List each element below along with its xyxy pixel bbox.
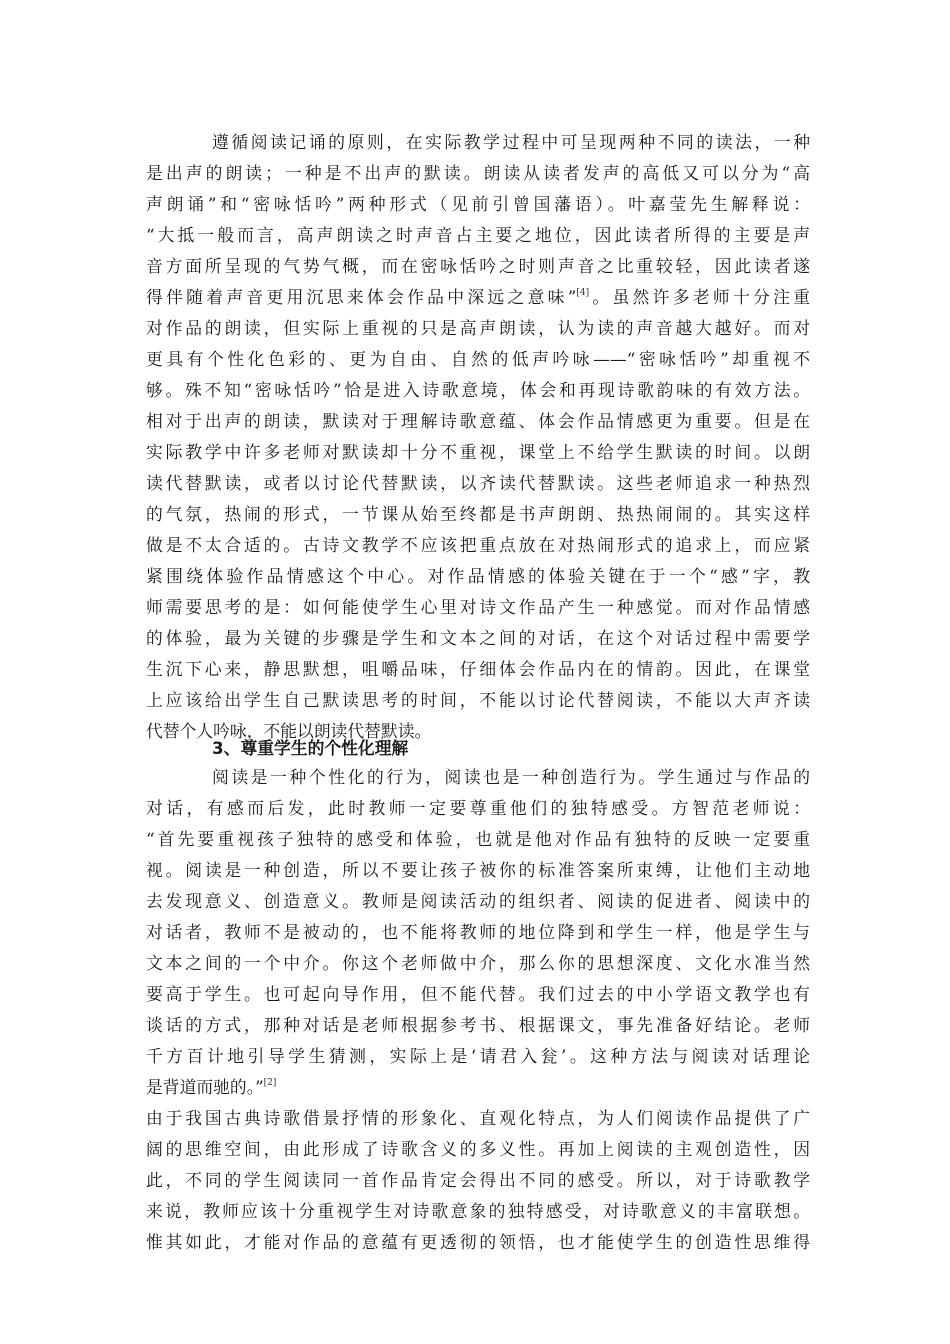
text-line: 阔的思维空间，由此形成了诗歌含义的多义性。再加上阅读的主观创造性，因 <box>146 1139 810 1159</box>
text-line: 代替个人吟咏，不能以朗读代替默读。 <box>146 721 432 741</box>
text-line-with-citation <box>146 282 810 313</box>
text-line: 更具有个性化色彩的、更为自由、自然的低声吟咏——“密咏恬吟”却重视不 <box>146 349 810 369</box>
text-line: “大抵一般而言，高声朗读之时声音占主要之地位，因此读者所得的主要是声 <box>146 225 810 245</box>
text-line: 的体验，最为关键的步骤是学生和文本之间的对话，在这个对话过程中需要学 <box>146 628 810 648</box>
text-line: 是出声的朗读；一种是不出声的默读。朗读从读者发声的高低又可以分为“高 <box>146 163 810 183</box>
text-line: 来说，教师应该十分重视学生对诗歌意象的独特感受，对诗歌意义的丰富联想。 <box>146 1201 810 1221</box>
text-line: 对话，有感而后发，此时教师一定要尊重他们的独特感受。方智范老师说： <box>146 798 810 818</box>
text-line: 惟其如此，才能对作品的意蕴有更透彻的领悟，也才能使学生的创造性思维得 <box>146 1232 810 1252</box>
text-segment: 。虽然许多老师十分注重 <box>589 287 810 307</box>
text-line: 要高于学生。也可起向导作用，但不能代替。我们过去的中小学语文教学也有 <box>146 984 810 1004</box>
text-line: 实际教学中许多老师对默读却十分不重视，课堂上不给学生默读的时间。以朗 <box>146 442 810 462</box>
text-line: 的气氛，热闹的形式，一节课从始至终都是书声朗朗、热热闹闹的。其实这样 <box>146 504 810 524</box>
paragraph-individual-understanding <box>146 762 810 1103</box>
text-line: 对作品的朗读，但实际上重视的只是高声朗读，认为读的声音越大越好。而对 <box>146 318 810 338</box>
text-line: 生沉下心来，静思默想，咀嚼品味，仔细体会作品内在的情韵。因此，在课堂 <box>146 659 810 679</box>
text-line: 遵循阅读记诵的原则，在实际教学过程中可呈现两种不同的读法，一种 <box>212 132 810 152</box>
text-line: 阅读是一种个性化的行为，阅读也是一种创造行为。学生通过与作品的 <box>212 767 810 787</box>
text-line: 师需要思考的是：如何能使学生心里对诗文作品产生一种感觉。而对作品情感 <box>146 597 810 617</box>
text-line: 谈话的方式，那种对话是老师根据参考书、根据课文，事先准备好结论。老师 <box>146 1015 810 1035</box>
text-line: 由于我国古典诗歌借景抒情的形象化、直观化特点，为人们阅读作品提供了广 <box>146 1108 810 1128</box>
text-line-with-citation <box>146 1072 810 1103</box>
text-line: 够。殊不知“密咏恬吟”恰是进入诗歌意境，体会和再现诗歌韵味的有效方法。 <box>146 380 810 400</box>
text-line: 文本之间的一个中介。你这个老师做中介，那么你的思想深度、文化水准当然 <box>146 953 810 973</box>
text-line: 做是不太合适的。古诗文教学不应该把重点放在对热闹形式的追求上，而应紧 <box>146 535 810 555</box>
text-line: 对话者，教师不是被动的，也不能将教师的地位降到和学生一样，他是学生与 <box>146 922 810 942</box>
text-line: 上应该给出学生自己默读思考的时间，不能以讨论代替阅读，不能以大声齐读 <box>146 690 810 710</box>
text-line: 相对于出声的朗读，默读对于理解诗歌意蕴、体会作品情感更为重要。但是在 <box>146 411 810 431</box>
paragraph-reading-methods <box>146 127 810 747</box>
text-line: 音方面所呈现的气势气概，而在密咏恬吟之时则声音之比重较轻，因此读者遂 <box>146 256 810 276</box>
text-line: 此，不同的学生阅读同一首作品肯定会得出不同的感受。所以，对于诗歌教学 <box>146 1170 810 1190</box>
citation-marker: [4] <box>576 288 590 298</box>
paragraph-poetry-polysemy <box>146 1103 810 1258</box>
text-segment: 是背道而驰的。” <box>146 1077 264 1097</box>
text-line: 千方百计地引导学生猜测，实际上是‘请君入瓮’。这种方法与阅读对话理论 <box>146 1046 810 1066</box>
citation-marker: [2] <box>263 1078 277 1088</box>
text-line: “首先要重视孩子独特的感受和体验，也就是他对作品有独特的反映一定要重 <box>146 829 810 849</box>
text-line: 紧围绕体验作品情感这个中心。对作品情感的体验关键在于一个“感”字，教 <box>146 566 810 586</box>
text-line: 去发现意义、创造意义。教师是阅读活动的组织者、阅读的促进者、阅读中的 <box>146 891 810 911</box>
text-line: 声朗诵”和“密咏恬吟”两种形式（见前引曾国藩语）。叶嘉莹先生解释说： <box>146 194 810 214</box>
text-line: 读代替默读，或者以讨论代替默读，以齐读代替默读。这些老师追求一种热烈 <box>146 473 810 493</box>
section-heading: 3、尊重学生的个性化理解 <box>212 738 409 758</box>
text-line: 视。阅读是一种创造，所以不要让孩子被你的标准答案所束缚，让他们主动地 <box>146 860 810 880</box>
text-segment: 得伴随着声音更用沉思来体会作品中深远之意味” <box>146 287 577 307</box>
